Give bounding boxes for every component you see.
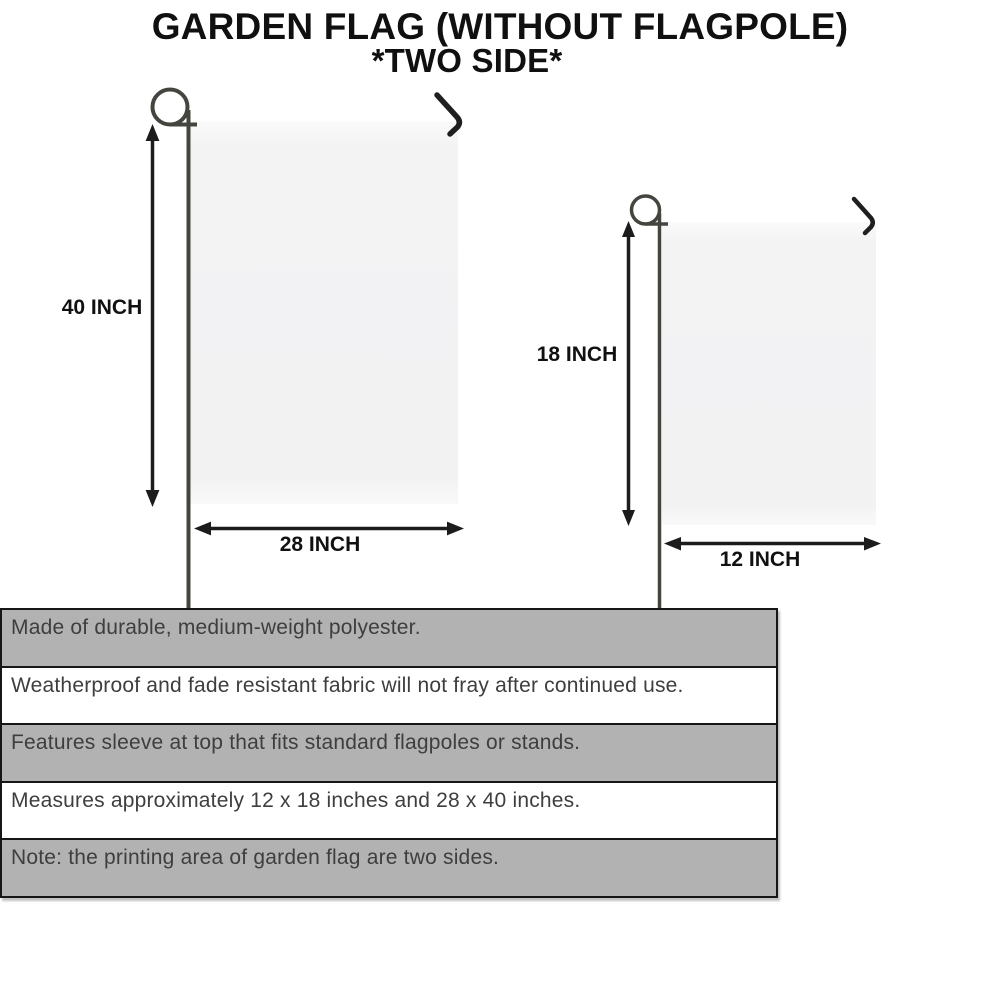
- feature-row-material: Made of durable, medium-weight polyester.: [2, 610, 776, 668]
- page-subtitle-text: *TWO SIDE*: [371, 42, 563, 79]
- large-flag-width-label: 28 INCH: [279, 533, 361, 556]
- feature-row-weatherproof: Weatherproof and fade resistant fabric will not fray after continued use.: [2, 668, 776, 726]
- small-height-dimension-arrow: [622, 221, 635, 526]
- feature-row-measurements: Measures approximately 12 x 18 inches and 28 x 40 inches.: [2, 783, 776, 841]
- page-subtitle: [0, 44, 1000, 79]
- page-title: GARDEN FLAG (WITHOUT FLAGPOLE): [151, 6, 849, 47]
- large-flag-height-label: 40 INCH: [61, 296, 143, 319]
- feature-table: [0, 608, 778, 898]
- small-flag-height-label: 18 INCH: [536, 343, 618, 366]
- feature-row-sleeve: Features sleeve at top that fits standard flagpoles or stands.: [2, 725, 776, 783]
- small-flag-width-label: 12 INCH: [719, 548, 801, 571]
- large-flag-canvas: [190, 121, 458, 504]
- feature-row-note: Note: the printing area of garden flag are two sides.: [2, 840, 776, 896]
- small-flag-canvas: [662, 222, 876, 525]
